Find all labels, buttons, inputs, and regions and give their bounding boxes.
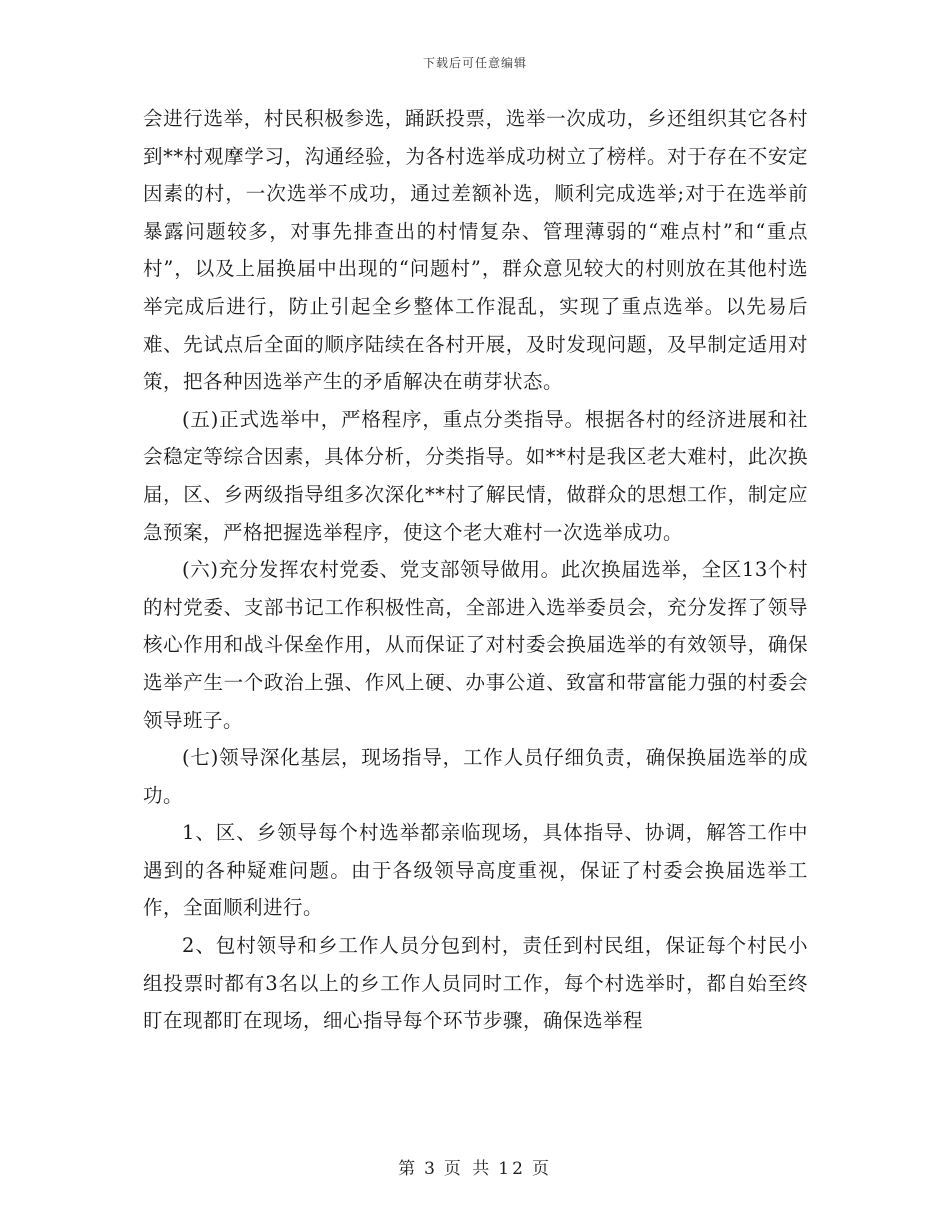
paragraph: 2、包村领导和乡工作人员分包到村，责任到村民组，保证每个村民小组投票时都有3名以上的乡工作人员同时工作，每个村选举时，都自始至终盯在现都盯在现场，细心指导每个环节步骤，确保选举程 — [143, 934, 808, 1033]
page-current: 3 — [424, 1159, 438, 1179]
page-mid-label: 页 共 — [443, 1159, 493, 1179]
paragraph: 1、区、乡领导每个村选举都亲临现场，具体指导、协调，解答工作中遇到的各种疑难问题。由于各级领导高度重视，保证了村委会换届选举工作，全面顺利进行。 — [143, 821, 808, 920]
paragraph: (五)正式选举中，严格程序，重点分类指导。根据各村的经济进展和社会稳定等综合因素，具体分析，分类指导。如**村是我区老大难村，此次换届，区、乡两级指导组多次深化**村了解民情，做群众的思想工作，制定应急预案，严格把握选举程序，使这个老大难村一次选举成功。 — [143, 407, 808, 544]
page-header-note: 下载后可任意编辑 — [422, 56, 527, 70]
paragraph: (七)领导深化基层，现场指导，工作人员仔细负责，确保换届选举的成功。 — [143, 746, 808, 807]
page-label: 第 — [398, 1159, 419, 1179]
page-number-footer — [0, 1154, 950, 1179]
paragraph: 会进行选举，村民积极参选，踊跃投票，选举一次成功，乡还组织其它各村到**村观摩学习，沟通经验，为各村选举成功树立了榜样。对于存在不安定因素的村，一次选举不成功，通过差额补选，顺利完成选举;对于在选举前暴露问题较多，对事先排查出的村情复杂、管理薄弱的“难点村”和“重点村”，以及上届换届中出现的“问题村”，群众意见较大的村则放在其他村选举完成后进行，防止引起全乡整体工作混乱，实现了重点选举。以先易后难、先试点后全面的顺序陆续在各村开展，及时发现问题，及早制定适用对策，把各种因选举产生的矛盾解决在萌芽状态。 — [143, 107, 808, 394]
paragraph: (六)充分发挥农村党委、党支部领导做用。此次换届选举，全区13个村的村党委、支部书记工作积极性高，全部进入选举委员会，充分发挥了领导核心作用和战斗保垒作用，从而保证了对村委会换届选举的有效领导，确保选举产生一个政治上强、作风上硬、办事公道、致富和带富能力强的村委会领导班子。 — [143, 558, 808, 732]
page-end-label: 页 — [531, 1159, 552, 1179]
page-total: 12 — [498, 1159, 526, 1179]
document-body — [143, 100, 808, 1040]
